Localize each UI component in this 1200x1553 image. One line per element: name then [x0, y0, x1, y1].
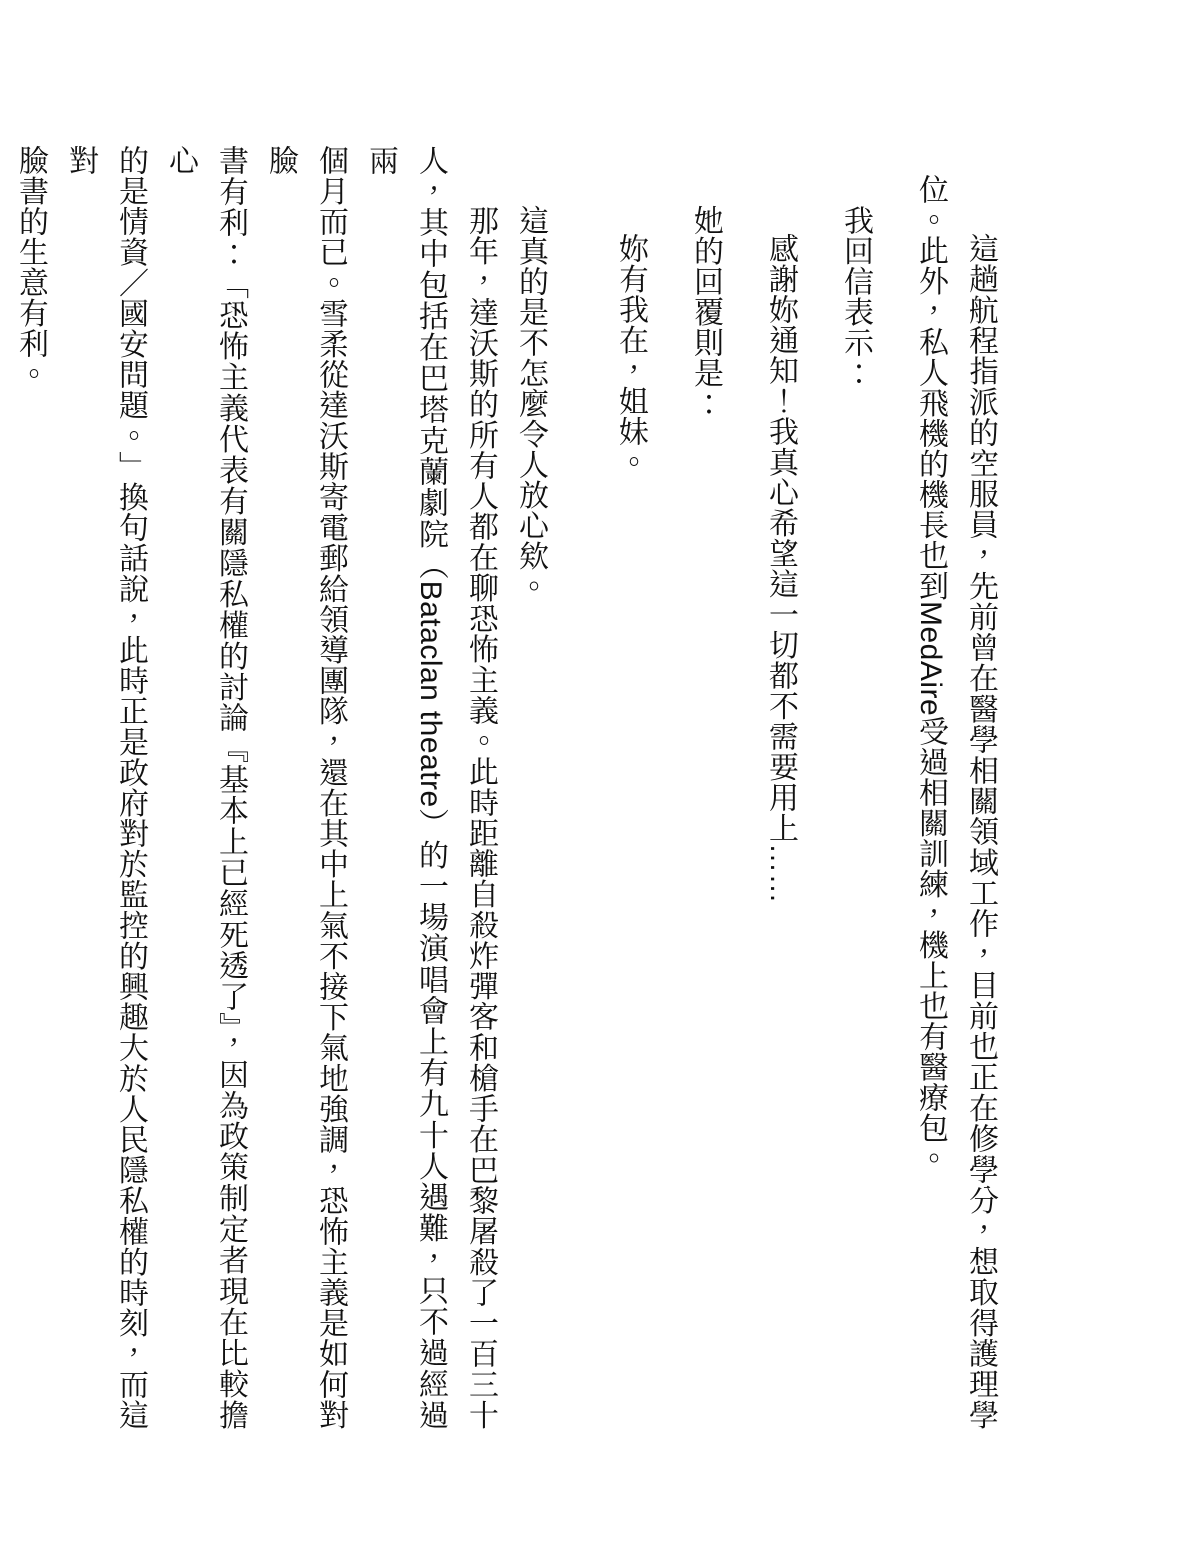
paragraph	[680, 145, 730, 1430]
paragraph	[5, 145, 505, 1430]
text-line: 臉書的生意有利。	[14, 145, 47, 389]
text-line: 的是情資／國安問題。」換句話說，此時正是政府對於監控的興趣大於人民隱私權的時刻，而這對	[64, 145, 147, 1430]
text-line: 位。此外，私人飛機的機長也到MedAire受過相關訓練，機上也有醫療包。	[914, 174, 947, 1174]
text-line: 這真的是不怎麼令人放心欸。	[514, 205, 547, 602]
paragraph-quote	[755, 145, 805, 1430]
text-line: 人，其中包括在巴塔克蘭劇院（Bataclan theatre）的一場演唱會上有九十人遇難，只不過經過兩	[364, 145, 447, 1430]
paragraph	[505, 145, 555, 1430]
text-line: 書有利：「恐怖主義代表有關隱私權的討論『基本上已經死透了』，因為政策制定者現在比較擔心	[164, 145, 247, 1430]
text-line: 我回信表示：	[839, 205, 872, 388]
text-line: 那年，達沃斯的所有人都在聊恐怖主義。此時距離自殺炸彈客和槍手在巴黎屠殺了一百三十	[464, 205, 497, 1430]
paragraph	[905, 145, 1005, 1430]
text-line: 她的回覆則是：	[689, 205, 722, 419]
text-line: 個月而已。雪柔從達沃斯寄電郵給領導團隊，還在其中上氣不接下氣地強調，恐怖主義是如何對臉	[264, 145, 347, 1430]
text-line: 感謝妳通知！我真心希望這一切都不需要用上……	[764, 233, 797, 904]
text-line: 這趟航程指派的空服員，先前曾在醫學相關領域工作，目前也正在修學分，想取得護理學	[964, 233, 997, 1430]
paragraph-quote	[605, 145, 655, 1430]
text-line: 妳有我在，姐妹。	[614, 233, 647, 477]
text-block	[0, 145, 1005, 1430]
paragraph	[830, 145, 880, 1430]
